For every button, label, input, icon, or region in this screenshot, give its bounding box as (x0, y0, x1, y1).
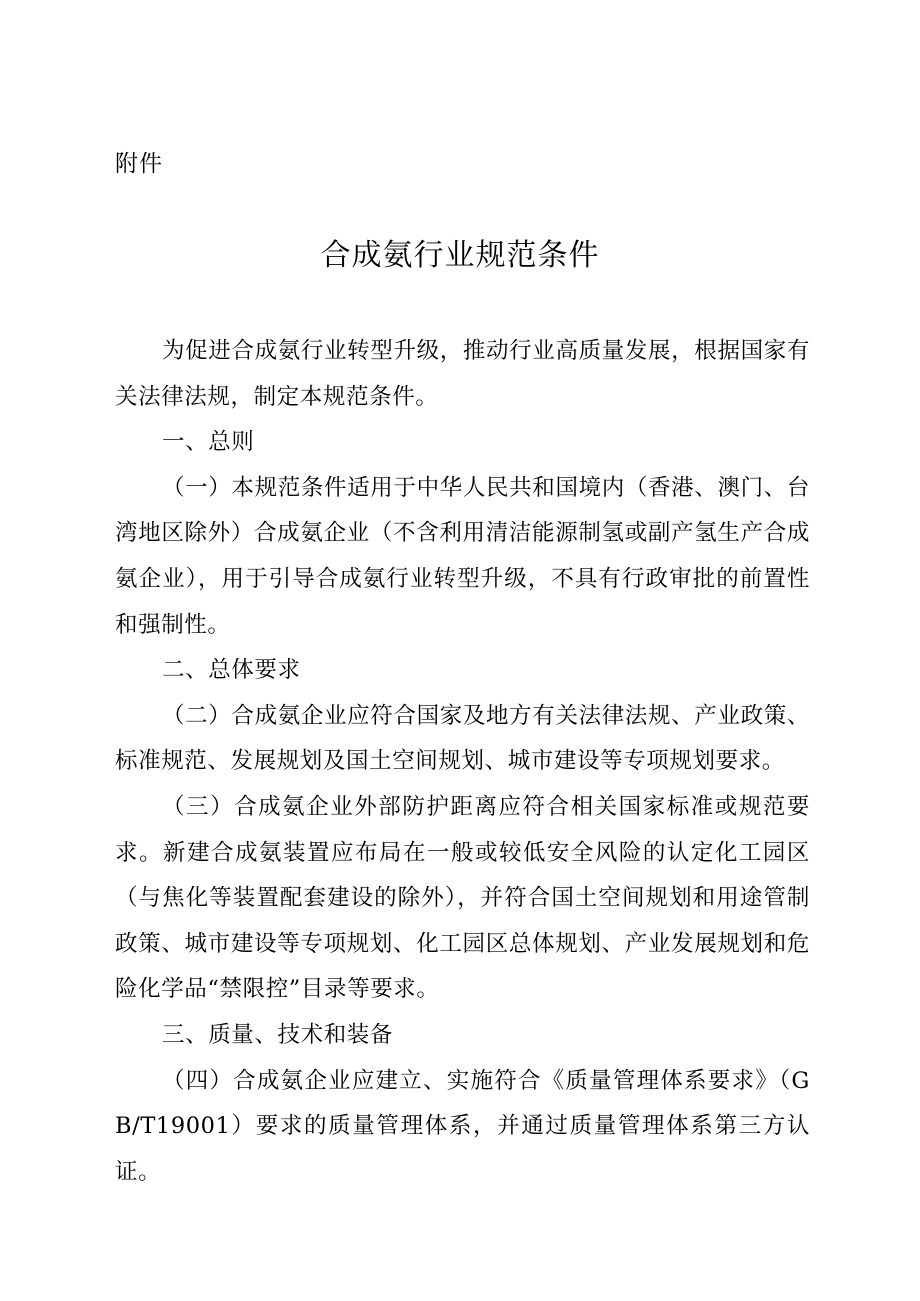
clause-2-paragraph: （二）合成氨企业应符合国家及地方有关法律法规、产业政策、标准规范、发展规划及国土空间规划、城市建设等专项规划要求。 (115, 702, 810, 775)
attachment-label: 附件 (115, 151, 163, 177)
clause-3-paragraph: （三）合成氨企业外部防护距离应符合相关国家标准或规范要求。新建合成氨装置应布局在一般或较低安全风险的认定化工园区（与焦化等装置配套建设的除外），并符合国土空间规划和用途管制政策、城市建设等专项规划、化工园区总体规划、产业发展规划和危险化学品“禁限控”目录等要求。 (115, 793, 810, 1003)
clause-1-paragraph: （一）本规范条件适用于中华人民共和国境内（香港、澳门、台湾地区除外）合成氨企业（不含利用清洁能源制氢或副产氢生产合成氨企业），用于引导合成氨行业转型升级，不具有行政审批的前置性和强制性。 (115, 474, 810, 638)
section-heading-overall-requirements: 二、总体要求 (162, 657, 301, 684)
document-body (115, 329, 810, 1195)
section-heading-general: 一、总则 (162, 429, 255, 456)
document-title: 合成氨行业规范条件 (320, 238, 600, 273)
intro-paragraph: 为促进合成氨行业转型升级，推动行业高质量发展，根据国家有关法律法规，制定本规范条件。 (115, 338, 810, 410)
section-heading-quality-technology: 三、质量、技术和装备 (162, 1021, 394, 1048)
clause-4-paragraph: （四）合成氨企业应建立、实施符合《质量管理体系要求》（GB/T19001）要求的质量管理体系，并通过质量管理体系第三方认证。 (115, 1067, 810, 1185)
